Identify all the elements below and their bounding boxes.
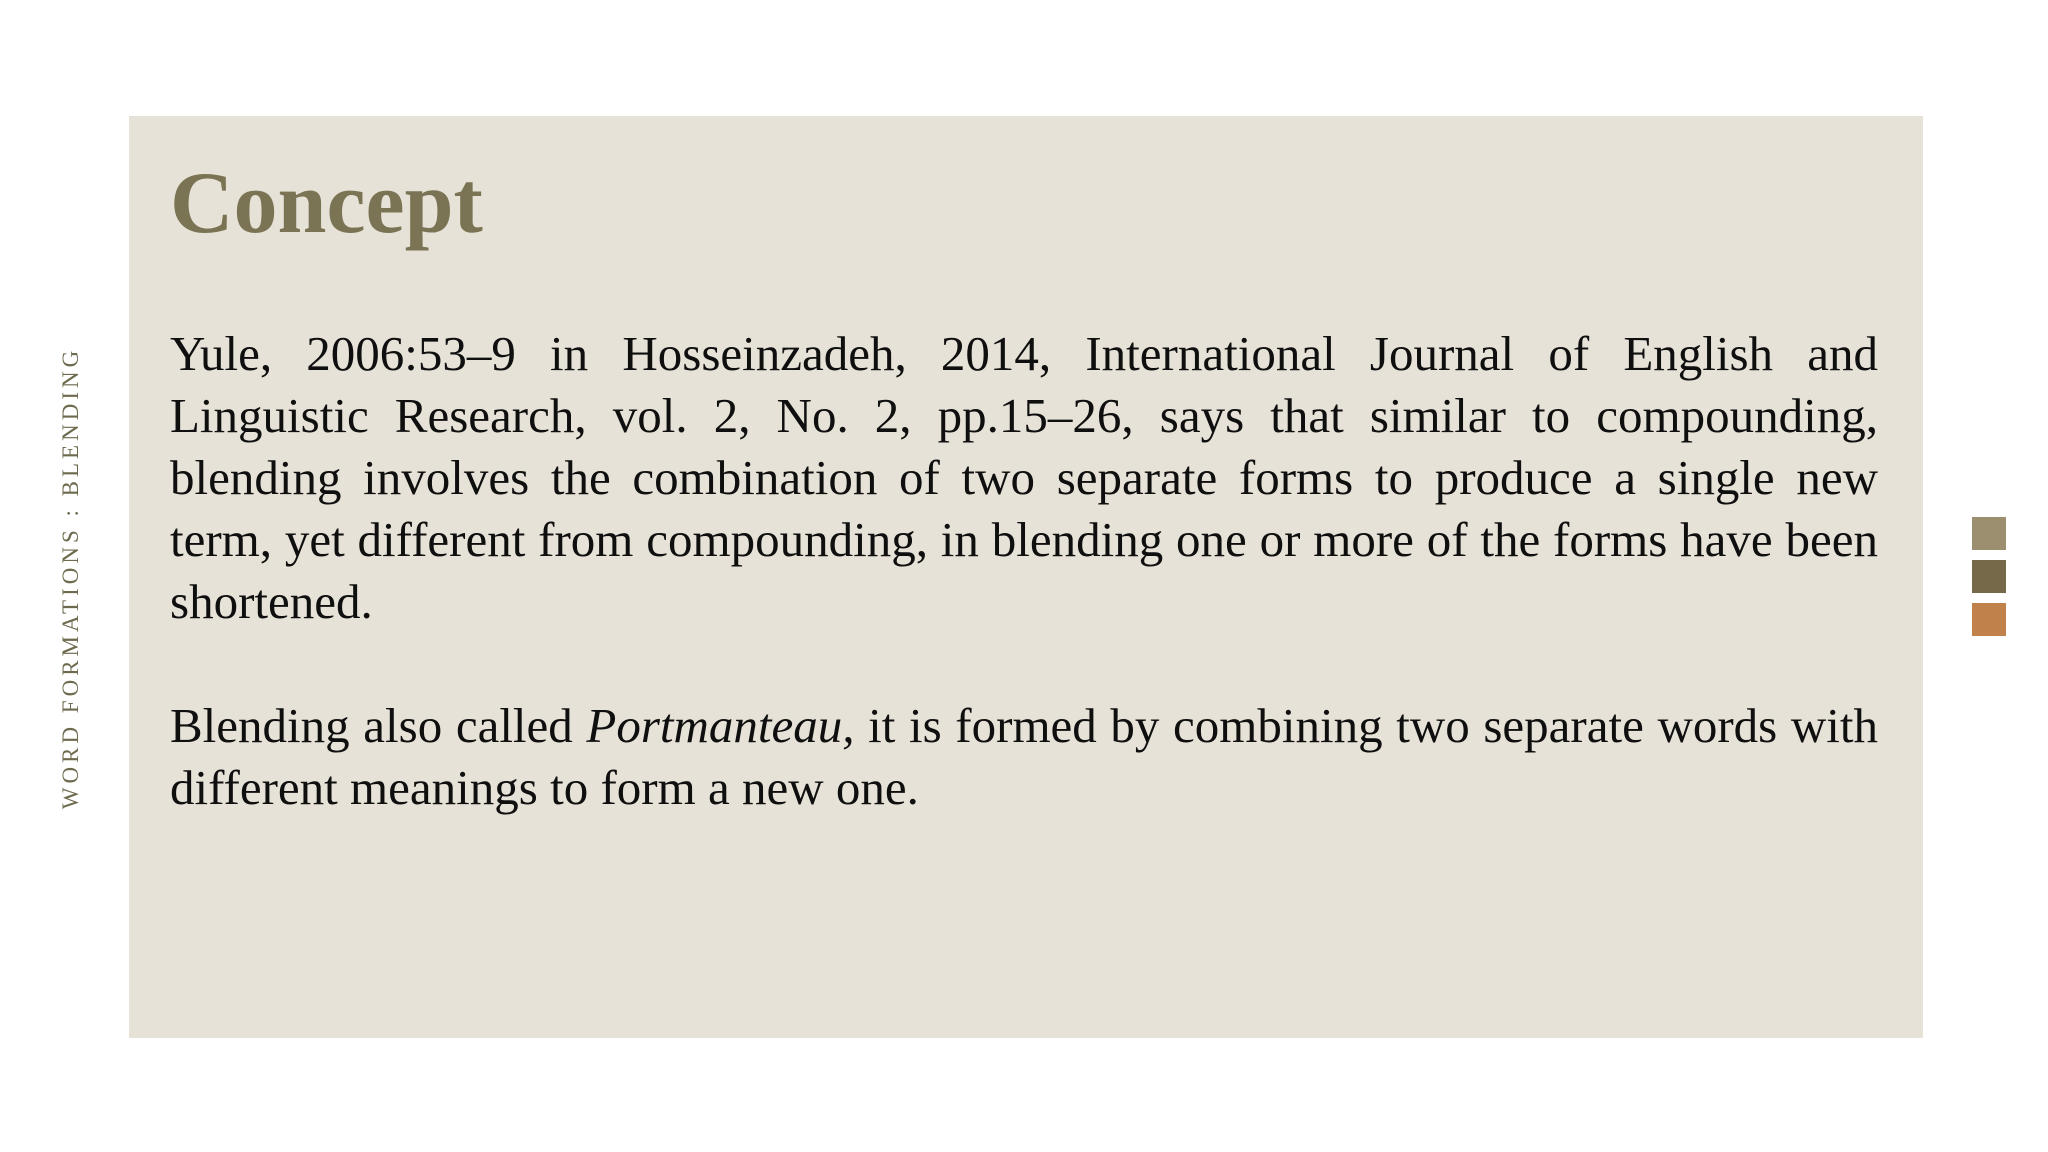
slide-title: Concept: [170, 155, 483, 252]
swatch-copper: [1972, 603, 2006, 636]
paragraph-definition: Yule, 2006:53–9 in Hosseinzadeh, 2014, International Journal of English and Linguistic Research, vol. 2, No. 2, pp.15–26, says that similar to compounding, blending involves the combination of two separate forms to produce a single new term, yet different from compounding, in blending one or more of the forms have been shortened.: [170, 326, 1878, 629]
paragraph-portmanteau-rest: it is formed by combining two separate words with different meanings to form a new one.: [170, 698, 1878, 815]
paragraph-portmanteau-lead: Blending also called: [170, 698, 587, 753]
slide-body: [170, 323, 1878, 819]
color-swatches: [1972, 517, 2006, 646]
swatch-dark-olive: [1972, 560, 2006, 593]
paragraph-portmanteau: [170, 695, 1878, 819]
swatch-light-olive: [1972, 517, 2006, 550]
portmanteau-term: Portmanteau,: [586, 698, 855, 753]
section-label: WORD FORMATIONS : BLENDING: [58, 346, 83, 810]
